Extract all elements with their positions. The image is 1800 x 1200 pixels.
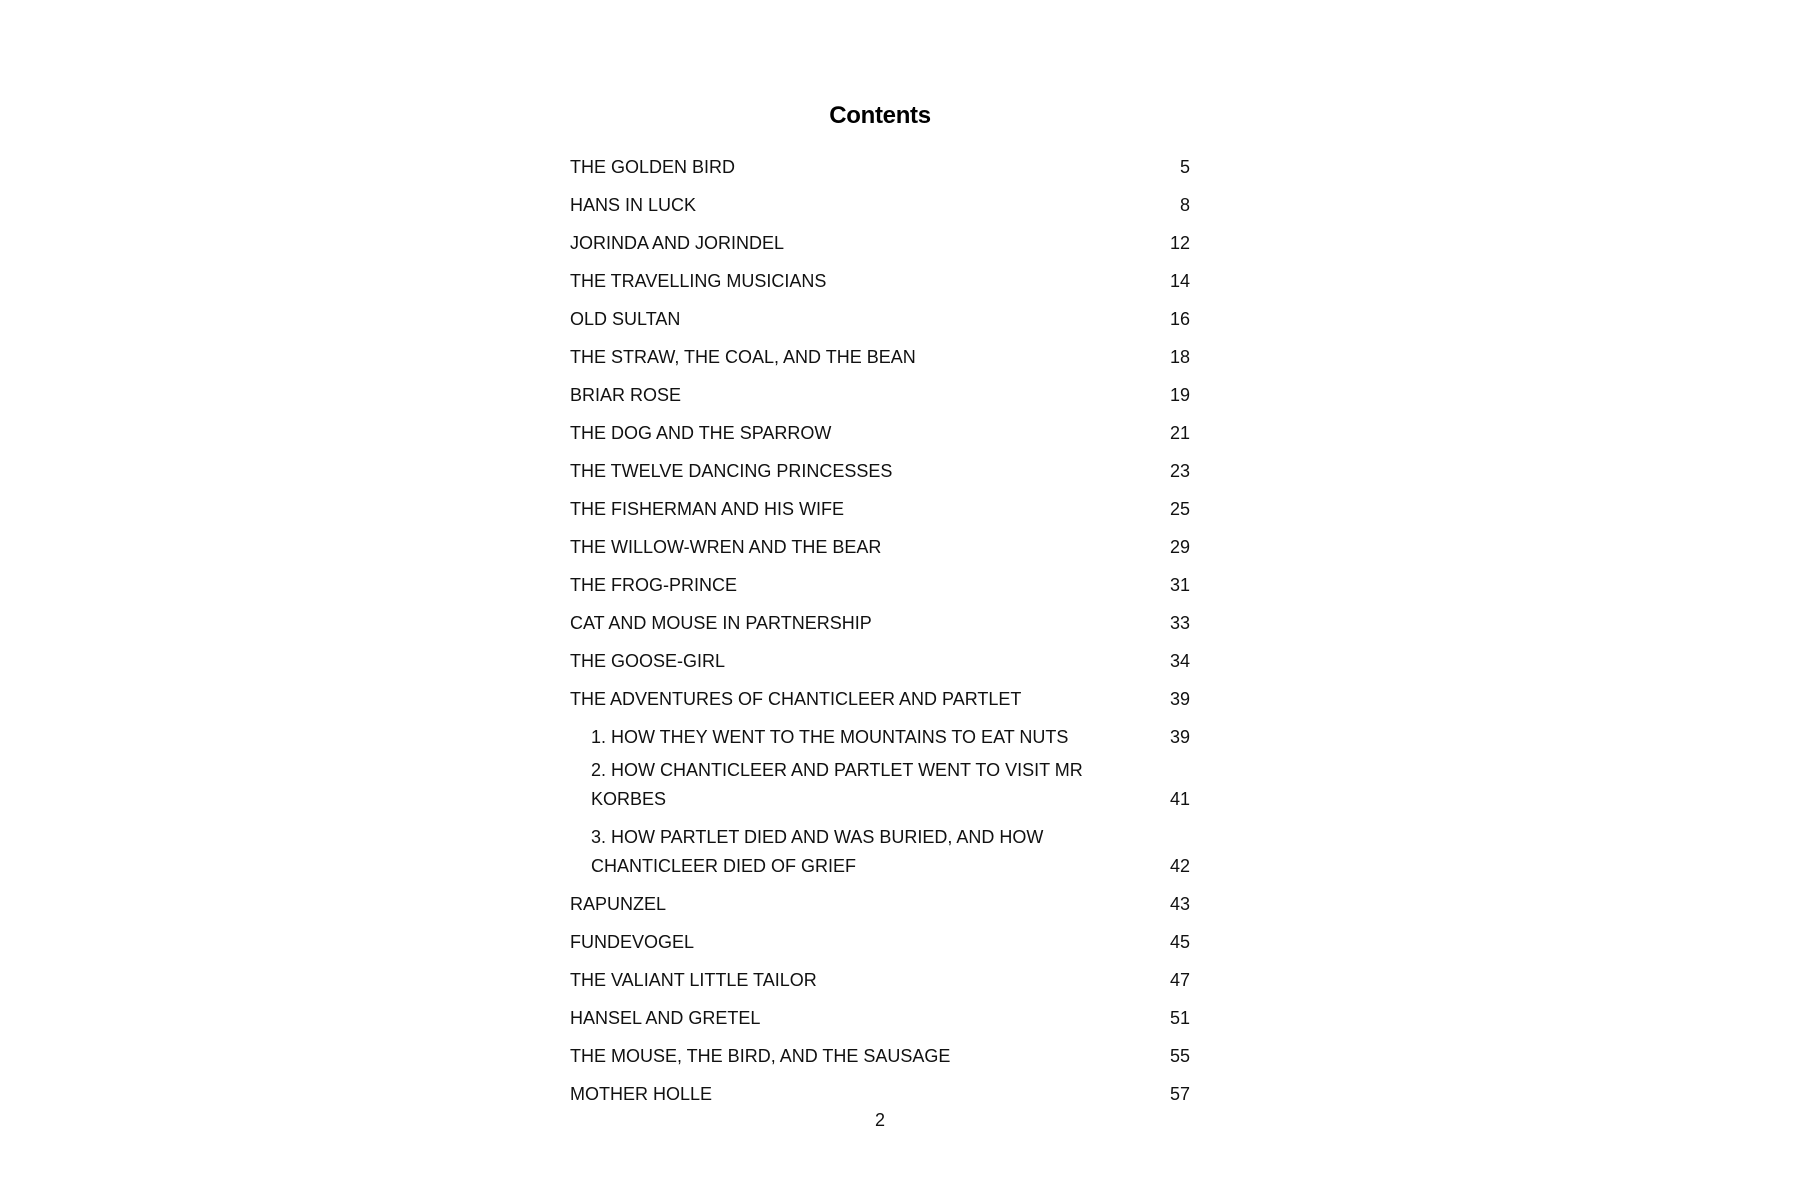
toc-entry-title: THE FISHERMAN AND HIS WIFE: [570, 499, 845, 519]
toc-entry-page: 29: [1169, 537, 1190, 557]
toc-entry-page: 5: [1179, 157, 1190, 177]
toc-entry[interactable]: [570, 148, 1190, 186]
toc-entry-page: 14: [1169, 271, 1190, 291]
toc-entry[interactable]: [570, 604, 1190, 642]
toc-entry-page: 51: [1169, 1008, 1190, 1028]
toc-entry-page: 45: [1169, 932, 1190, 952]
toc-entry-title: BRIAR ROSE: [570, 385, 682, 405]
toc-entry[interactable]: [570, 186, 1190, 224]
toc-entry-page: 47: [1169, 970, 1190, 990]
toc-entry-page: 23: [1169, 461, 1190, 481]
toc-entry-title: THE WILLOW-WREN AND THE BEAR: [570, 537, 882, 557]
toc-entry[interactable]: [570, 490, 1190, 528]
toc-entry-title: CAT AND MOUSE IN PARTNERSHIP: [570, 613, 872, 633]
toc-entry[interactable]: [570, 1037, 1190, 1075]
toc-entry-page: 19: [1169, 385, 1190, 405]
toc-entry-page: 21: [1169, 423, 1190, 443]
toc-entry-title: THE FROG-PRINCE: [570, 575, 738, 595]
toc-entry[interactable]: [570, 999, 1190, 1037]
toc-entry-page: 57: [1169, 1084, 1190, 1104]
toc-entry-title: THE DOG AND THE SPARROW: [570, 423, 832, 443]
toc-entry[interactable]: [570, 224, 1190, 262]
toc-subentry-page: 41: [1169, 789, 1190, 809]
toc-entry-title: FUNDEVOGEL: [570, 932, 695, 952]
toc-entry[interactable]: [570, 885, 1190, 923]
toc-entry-title: HANSEL AND GRETEL: [570, 1008, 761, 1028]
toc-entry-page: 18: [1169, 347, 1190, 367]
toc-subentry-title: 2. HOW CHANTICLEER AND PARTLET WENT TO VISIT MR KORBES: [591, 760, 1083, 809]
toc-entry-title: MOTHER HOLLE: [570, 1084, 713, 1104]
toc-entry-title: THE TWELVE DANCING PRINCESSES: [570, 461, 893, 481]
toc-entry-title: THE MOUSE, THE BIRD, AND THE SAUSAGE: [570, 1046, 951, 1066]
toc-subentry[interactable]: [570, 718, 1190, 756]
toc-entry[interactable]: [570, 300, 1190, 338]
toc-subentry-title: 1. HOW THEY WENT TO THE MOUNTAINS TO EAT NUTS: [591, 727, 1069, 747]
toc-entry[interactable]: [570, 923, 1190, 961]
toc-entry[interactable]: [570, 262, 1190, 300]
toc-entry-title: THE STRAW, THE COAL, AND THE BEAN: [570, 347, 916, 367]
toc-entry-title: OLD SULTAN: [570, 309, 681, 329]
toc-entry[interactable]: [570, 452, 1190, 490]
toc-entry-title: THE GOLDEN BIRD: [570, 157, 736, 177]
toc-entry[interactable]: [570, 680, 1190, 718]
contents-heading: Contents: [829, 102, 931, 129]
toc-entry-page: 43: [1169, 894, 1190, 914]
toc-entry-title: THE GOOSE-GIRL: [570, 651, 726, 671]
toc-entry-page: 16: [1169, 309, 1190, 329]
toc-subentry-page: 42: [1169, 856, 1190, 876]
toc-subentry[interactable]: [570, 756, 1190, 818]
toc-entry[interactable]: [570, 566, 1190, 604]
toc-entry-page: 25: [1169, 499, 1190, 519]
toc-entry-title: HANS IN LUCK: [570, 195, 697, 215]
toc-entry[interactable]: [570, 642, 1190, 680]
toc-entry[interactable]: [570, 414, 1190, 452]
toc-entry-title: THE ADVENTURES OF CHANTICLEER AND PARTLET: [570, 689, 1022, 709]
table-of-contents: [570, 96, 1190, 1113]
toc-subentry-page: 39: [1169, 727, 1190, 747]
toc-entry[interactable]: [570, 376, 1190, 414]
toc-entry[interactable]: [570, 961, 1190, 999]
toc-entry-page: 12: [1169, 233, 1190, 253]
toc-entry[interactable]: [570, 1075, 1190, 1113]
page-number: 2: [874, 1110, 885, 1130]
toc-entry-title: JORINDA AND JORINDEL: [570, 233, 785, 253]
toc-entry-title: THE TRAVELLING MUSICIANS: [570, 271, 827, 291]
toc-list: [570, 148, 1190, 1113]
toc-subentry-title: 3. HOW PARTLET DIED AND WAS BURIED, AND HOW CHANTICLEER DIED OF GRIEF: [591, 827, 1044, 876]
toc-entry-page: 34: [1169, 651, 1190, 671]
toc-entry-page: 31: [1169, 575, 1190, 595]
toc-entry-page: 8: [1179, 195, 1190, 215]
toc-entry-page: 39: [1169, 689, 1190, 709]
toc-entry-page: 55: [1169, 1046, 1190, 1066]
toc-subentry[interactable]: [570, 818, 1190, 885]
toc-entry-title: RAPUNZEL: [570, 894, 667, 914]
toc-entry[interactable]: [570, 338, 1190, 376]
toc-entry-page: 33: [1169, 613, 1190, 633]
toc-entry-title: THE VALIANT LITTLE TAILOR: [570, 970, 817, 990]
toc-entry[interactable]: [570, 528, 1190, 566]
